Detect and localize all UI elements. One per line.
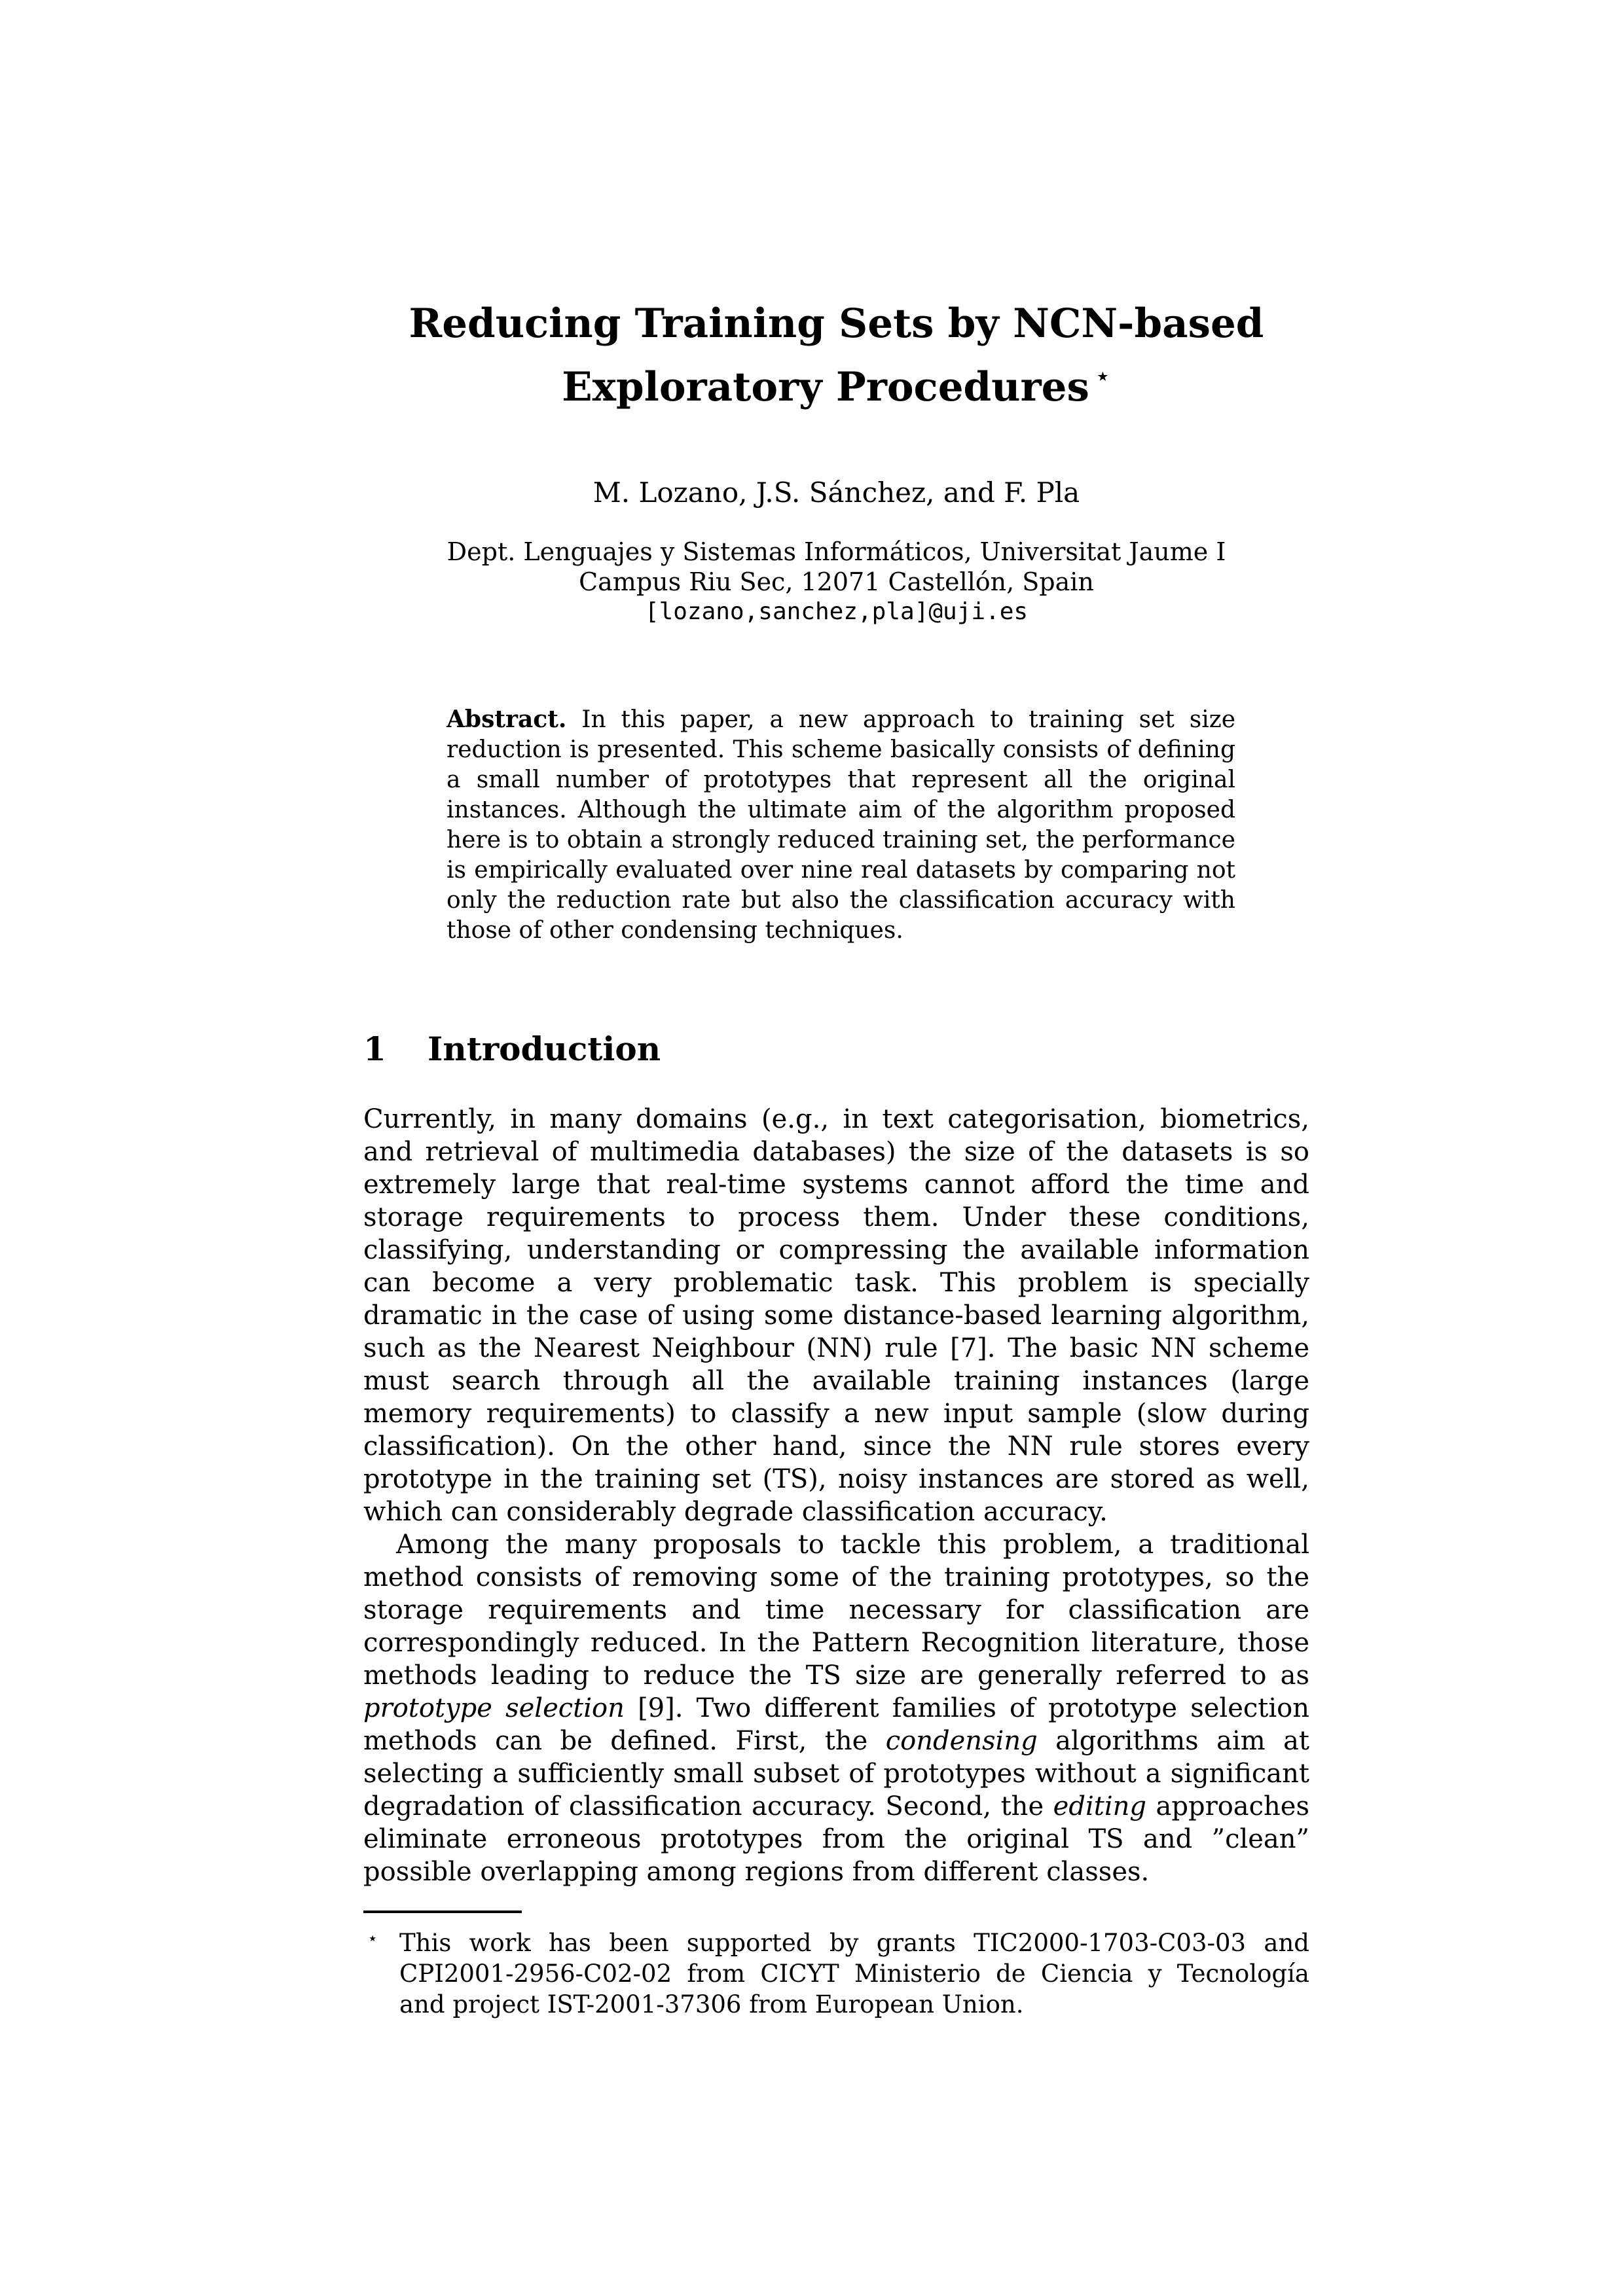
- footnote-text: This work has been supported by grants TIC2000-1703-C03-03 and CPI2001-2956-C02-02 from CICYT Ministerio de Ciencia y Tecnología and project IST-2001-37306 from European Union.: [399, 1929, 1309, 2018]
- abstract-label: Abstract.: [447, 706, 567, 733]
- abstract: [447, 704, 1235, 946]
- paper-content: [363, 298, 1309, 2020]
- footnote-rule: [363, 1910, 522, 1913]
- paper-title-line2-text: Exploratory Procedures: [562, 364, 1089, 410]
- intro-paragraph-2: [363, 1528, 1309, 1888]
- para2-seg6: approaches eliminate erroneous prototypes from the original TS and ”clean” possible overlapping among regions from different classes.: [363, 1791, 1310, 1887]
- email-line: [lozano,sanchez,pla]@uji.es: [644, 598, 1029, 625]
- paper-title-line1: [363, 298, 1309, 350]
- para2-seg4: algorithms aim at selecting a sufficiently small subset of prototypes without a significant degradation of classification accuracy. Second, the: [363, 1726, 1310, 1821]
- footnote: [363, 1910, 1309, 2020]
- abstract-text: In this paper, a new approach to training set size reduction is presented. This scheme basically consists of defining a small number of prototypes that represent all the original instances. Although the ultimate aim of the algorithm proposed here is to obtain a strongly reduced training set, the performance is empirically evaluated over nine real datasets by comparing not only the reduction rate but also the classification accuracy with those of other condensing techniques.: [447, 706, 1235, 944]
- para2-seg3-condensing: condensing: [885, 1726, 1038, 1756]
- para2-seg2: [9]. Two different families of prototype selection methods can be defined. First, the: [363, 1693, 1310, 1756]
- para2-seg5-editing: editing: [1053, 1791, 1146, 1821]
- paper-title-line1-text: Reducing Training Sets by NCN-based: [409, 300, 1264, 347]
- affiliation-line2: Campus Riu Sec, 12071 Castellón, Spain: [579, 567, 1094, 596]
- affiliation-line1: Dept. Lenguajes y Sistemas Informáticos, Universitat Jaume I: [447, 537, 1226, 566]
- paper-title: [363, 298, 1309, 414]
- paper-title-line2: [363, 350, 1309, 414]
- para2-seg1-prototype-selection: prototype selection: [363, 1693, 625, 1723]
- affiliation-block: [363, 537, 1309, 627]
- intro-paragraph-1: Currently, in many domains (e.g., in text categorisation, biometrics, and retrieval of multimedia databases) the size of the datasets is so extremely large that real-time systems cannot afford the time and storage requirements to process them. Under these conditions, classifying, understanding or compressing the available information can become a very problematic task. This problem is specially dramatic in the case of using some distance-based learning algorithm, such as the Nearest Neighbour (NN) rule [7]. The basic NN scheme must search through all the available training instances (large memory requirements) to classify a new input sample (slow during classification). On the other hand, since the NN rule stores every prototype in the training set (TS), noisy instances are stored as well, which can considerably degrade classification accuracy.: [363, 1104, 1309, 1527]
- authors-line: M. Lozano, J.S. Sánchez, and F. Pla: [593, 476, 1080, 509]
- para2-seg0: Among the many proposals to tackle this problem, a traditional method consists of removing some of the training prototypes, so the storage requirements and time necessary for classification are correspondingly reduced. In the Pattern Recognition literature, those methods leading to reduce the TS size are generally referred to as: [363, 1530, 1309, 1691]
- section-heading-introduction: [363, 1030, 1309, 1069]
- footnote-body: [363, 1928, 1309, 2020]
- footnote-marker-star: ⋆: [367, 1929, 378, 1948]
- section-number: 1: [363, 1030, 386, 1068]
- section-title: Introduction: [428, 1030, 661, 1068]
- title-footnote-star: ⋆: [1094, 361, 1111, 391]
